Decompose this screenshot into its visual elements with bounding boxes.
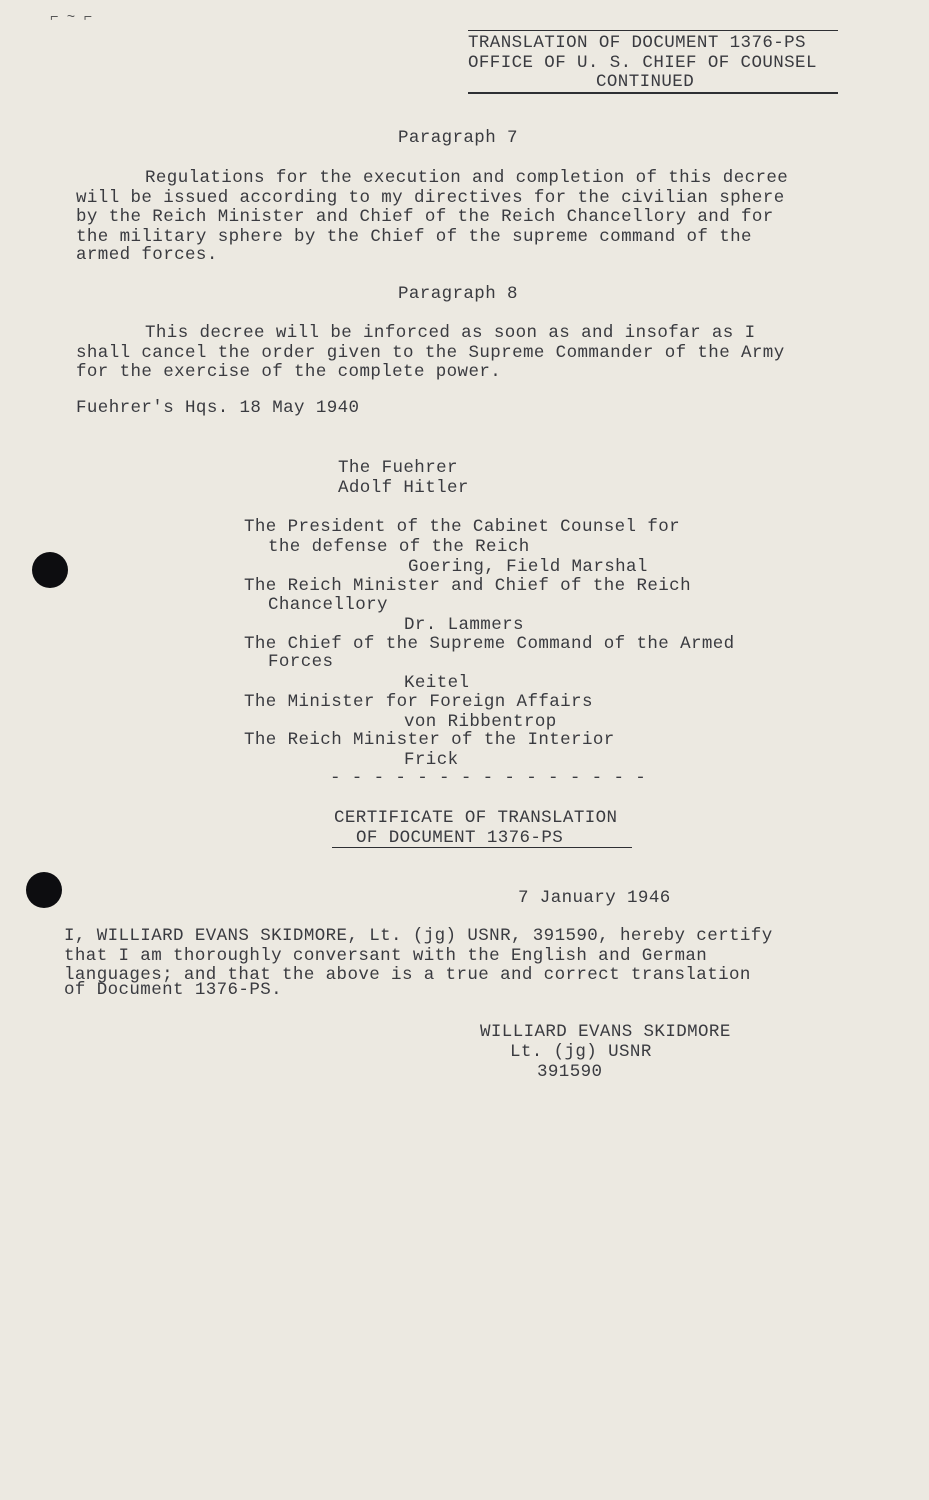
header-bottom-rule bbox=[468, 92, 838, 94]
signature-name: WILLIARD EVANS SKIDMORE bbox=[480, 1022, 731, 1042]
certificate-title: CERTIFICATE OF TRANSLATION bbox=[334, 808, 618, 828]
signatory-name: Keitel bbox=[404, 673, 470, 693]
signatory-line: The President of the Cabinet Counsel for bbox=[244, 517, 681, 537]
header-translation-line: TRANSLATION OF DOCUMENT 1376-PS bbox=[468, 33, 806, 53]
signatory-name: Dr. Lammers bbox=[404, 615, 524, 635]
paragraph-7-heading: Paragraph 7 bbox=[398, 128, 518, 148]
punch-hole bbox=[32, 552, 68, 588]
signatory-line: The Reich Minister of the Interior bbox=[244, 730, 615, 750]
paragraph-8-line: shall cancel the order given to the Supreme Commander of the Army bbox=[76, 343, 785, 363]
punch-hole bbox=[26, 872, 62, 908]
signatory-name: Frick bbox=[404, 750, 459, 770]
certificate-line: I, WILLIARD EVANS SKIDMORE, Lt. (jg) USNR, 391590, hereby certify bbox=[64, 926, 773, 946]
signature-rank: Lt. (jg) USNR bbox=[510, 1042, 652, 1062]
signatory-line: Chancellory bbox=[268, 595, 388, 615]
certificate-date: 7 January 1946 bbox=[518, 888, 671, 908]
paragraph-7-line: the military sphere by the Chief of the supreme command of the bbox=[76, 227, 752, 247]
paragraph-8-line: This decree will be inforced as soon as and insofar as I bbox=[145, 323, 756, 343]
certificate-line: languages; and that the above is a true and correct translation bbox=[64, 965, 751, 985]
paragraph-7-line: armed forces. bbox=[76, 245, 218, 265]
corner-mark: ⌐ ~ ⌐ bbox=[50, 10, 93, 26]
fuehrer-name: Adolf Hitler bbox=[338, 478, 469, 498]
paragraph-8-line: for the exercise of the complete power. bbox=[76, 362, 502, 382]
certificate-subtitle: OF DOCUMENT 1376-PS bbox=[356, 828, 564, 848]
signatory-line: The Minister for Foreign Affairs bbox=[244, 692, 593, 712]
signatory-line: Forces bbox=[268, 652, 334, 672]
header-continued: CONTINUED bbox=[596, 72, 695, 92]
paragraph-7-line: will be issued according to my directives for the civilian sphere bbox=[76, 188, 785, 208]
header-office-line: OFFICE OF U. S. CHIEF OF COUNSEL bbox=[468, 53, 817, 73]
separator-dashes: - - - - - - - - - - - - - - - bbox=[330, 768, 647, 788]
signature-number: 391590 bbox=[537, 1062, 603, 1082]
certificate-line: that I am thoroughly conversant with the English and German bbox=[64, 946, 708, 966]
signatory-line: the defense of the Reich bbox=[268, 537, 530, 557]
paragraph-7-line: Regulations for the execution and completion of this decree bbox=[145, 168, 789, 188]
header-top-rule bbox=[468, 30, 838, 31]
certificate-rule bbox=[332, 847, 632, 848]
signatory-name: von Ribbentrop bbox=[404, 712, 557, 732]
signatory-name: Goering, Field Marshal bbox=[408, 557, 648, 577]
dateline: Fuehrer's Hqs. 18 May 1940 bbox=[76, 398, 360, 418]
certificate-line: of Document 1376-PS. bbox=[64, 980, 283, 1000]
signatory-line: The Reich Minister and Chief of the Reich bbox=[244, 576, 691, 596]
signatory-line: The Chief of the Supreme Command of the Armed bbox=[244, 634, 735, 654]
paragraph-8-heading: Paragraph 8 bbox=[398, 284, 518, 304]
paragraph-7-line: by the Reich Minister and Chief of the Reich Chancellory and for bbox=[76, 207, 774, 227]
fuehrer-title: The Fuehrer bbox=[338, 458, 458, 478]
